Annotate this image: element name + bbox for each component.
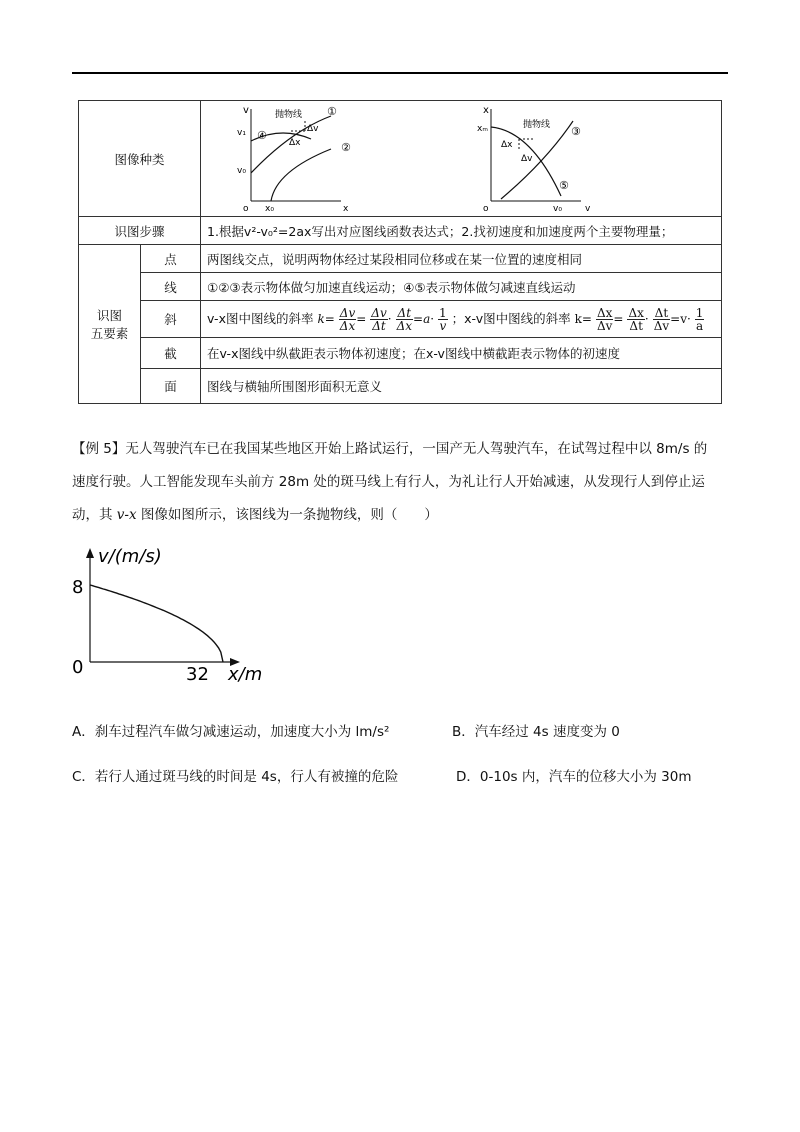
example-line1 — [72, 437, 732, 461]
g2-o-label: o — [483, 204, 489, 214]
vx-xv-graphs — [201, 101, 721, 216]
g2-circle3: ③ — [571, 125, 581, 138]
g2-xm-label: xₘ — [477, 124, 488, 134]
g1-dv: Δv — [307, 124, 319, 134]
g1-v0-label: v₀ — [237, 166, 246, 176]
g2-circle5: ⑤ — [559, 179, 569, 192]
slope-label: 斜 — [140, 301, 200, 338]
y-axis-arrow — [86, 548, 94, 558]
example-tag: 【例 5】 — [72, 441, 126, 457]
example-line3 — [72, 503, 732, 527]
area-text: 图线与横轴所围图形面积无意义 — [201, 369, 722, 404]
g1-parabola-label: 抛物线 — [275, 110, 303, 120]
intercept-label: 截 — [140, 338, 200, 369]
g1-v1-label: v₁ — [237, 128, 246, 138]
g2-dx: Δx — [501, 140, 513, 150]
g1-x-label: x — [343, 204, 349, 214]
slope-text-b: ；x-v图中图线的斜率 — [451, 310, 571, 326]
line-text: ①②③表示物体做匀加速直线运动；④⑤表示物体做匀减速直线运动 — [201, 273, 722, 301]
x-tick-32: 32 — [186, 664, 209, 685]
five-elements-line1: 识图 — [96, 308, 122, 323]
parabola-curve — [90, 585, 223, 662]
header-rule — [72, 72, 728, 74]
steps-text: 1.根据v²-v₀²=2ax写出对应图线函数表达式；2.找初速度和加速度两个主要物理量； — [201, 217, 722, 245]
g2-v-label: v — [585, 204, 591, 214]
option-c[interactable]: C．若行人通过斑马线的时间是 4s，行人有被撞的危险 — [72, 769, 399, 785]
five-elements-line2: 五要素 — [90, 326, 129, 341]
option-d[interactable]: D．0-10s 内，汽车的位移大小为 30m — [456, 769, 692, 785]
steps-label: 识图步骤 — [79, 217, 201, 245]
origin-label: 0 — [72, 657, 84, 678]
option-b[interactable]: B．汽车经过 4s 速度变为 0 — [452, 724, 620, 740]
example-vx: v-x — [116, 507, 137, 523]
question-graph — [60, 540, 300, 690]
graph-vx — [237, 105, 351, 214]
x-axis-label: x/m — [228, 664, 263, 685]
g2-dv: Δv — [521, 154, 533, 164]
five-elements-label — [79, 245, 141, 404]
slope-text-a: v-x图中图线的斜率 — [207, 310, 314, 326]
g1-circle4: ④ — [257, 129, 267, 142]
line-label: 线 — [140, 273, 200, 301]
g1-x0-label: x₀ — [265, 204, 274, 214]
g2-v0-label: v₀ — [553, 204, 562, 214]
image-type-graphs — [201, 101, 722, 217]
image-type-label: 图像种类 — [79, 101, 201, 217]
graph-xv — [477, 105, 591, 214]
example-text-3a: 动，其 — [72, 507, 117, 523]
g1-o-label: o — [243, 204, 249, 214]
intercept-text: 在v-x图线中纵截距表示物体初速度；在x-v图线中横截距表示物体的初速度 — [201, 338, 722, 369]
option-a[interactable]: A．刹车过程汽车做匀减速运动，加速度大小为 lm/s² — [72, 724, 390, 740]
knowledge-table — [78, 100, 722, 404]
g2-x-label: x — [483, 105, 489, 116]
example-text-3b: 图像如图所示，该图线为一条抛物线，则（ ） — [136, 507, 438, 523]
slope-cell: v-x图中图线的斜率 k= $\frac{\Delta v}{\Delta x}$ = $\frac{\Delta v}{\Delta t}$ · $\frac{\Delta t}{\Delta x}$ =a· $\frac{1}{v}$ ；x-v图中图线的斜率 k= $\frac{\Delta x}{\Delta v}$ = $\frac{\Delta x}{\Delta t}$ · $\frac{\Delta t}{\Delta v}$ =v· $\frac{1}{a}$ — [201, 301, 722, 338]
example-text-1: 无人驾驶汽车已在我国某些地区开始上路试运行，一国产无人驾驶汽车，在试驾过程中以 8m/s 的 — [125, 441, 708, 457]
g1-dx: Δx — [289, 138, 301, 148]
y-tick-8: 8 — [72, 577, 84, 598]
g1-circle2: ② — [341, 141, 351, 154]
example-line2: 速度行驶。人工智能发现车头前方 28m 处的斑马线上有行人，为礼让行人开始减速，从发现行人到停止运 — [72, 474, 705, 490]
g2-parabola-label: 抛物线 — [523, 120, 551, 130]
g1-v-label: v — [243, 105, 249, 116]
point-label: 点 — [140, 245, 200, 273]
g1-circle1: ① — [327, 105, 337, 118]
area-label: 面 — [140, 369, 200, 404]
y-axis-label: v/(m/s) — [98, 546, 162, 567]
point-text: 两图线交点，说明两物体经过某段相同位移或在某一位置的速度相同 — [201, 245, 722, 273]
